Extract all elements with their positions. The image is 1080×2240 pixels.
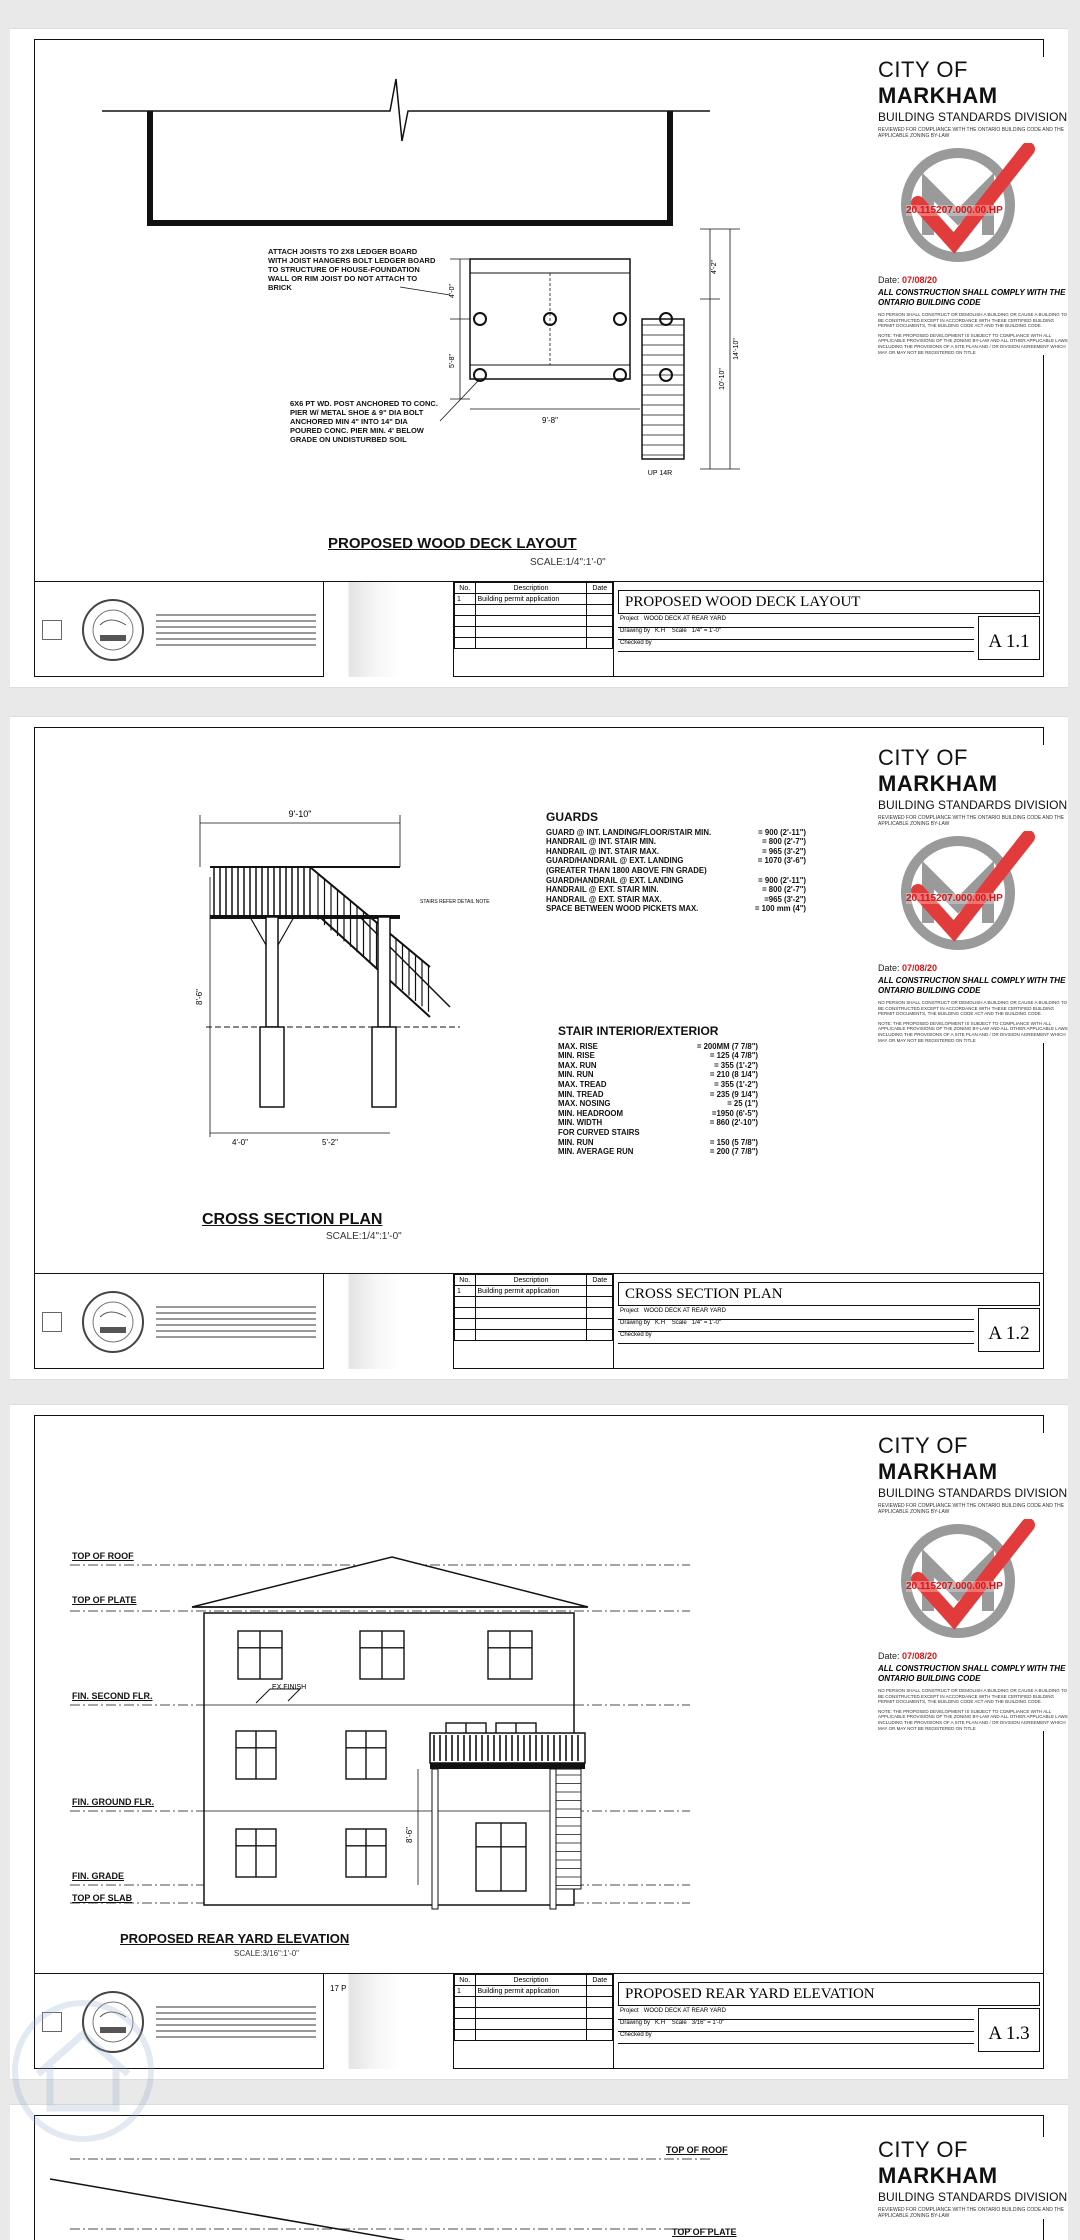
guard-spec-row [546, 866, 806, 876]
stair-spec-label: MAX. TREAD [558, 1079, 607, 1089]
guard-spec-row [546, 895, 806, 905]
guard-spec-value: = 900 (2'-11") [758, 827, 806, 837]
markham-approval-stamp [878, 745, 1068, 1043]
permit-number: 20.115207.000.00.HP [906, 1581, 1003, 1592]
rev-header-date: Date [587, 583, 613, 594]
markham-approval-stamp [878, 1433, 1068, 1731]
stamp-date: Date: 07/08/20 [878, 1651, 938, 1661]
guard-spec-value: = 965 (3'-2") [762, 846, 806, 856]
level-fin-grade: FIN. GRADE [72, 1871, 125, 1881]
guard-spec-row [546, 828, 806, 838]
blurred-area [324, 1274, 454, 1369]
permit-number: 20.115207.000.00.HP [906, 205, 1003, 216]
stamp-reviewed: REVIEWED FOR COMPLIANCE WITH THE ONTARIO BUILDING CODE AND THE APPLICABLE ZONING BY-LAW [878, 2207, 1065, 2219]
stair-spec-label: MAX. RISE [558, 1041, 598, 1051]
stamp-fine-print-2: NOTE: THE PROPOSED DEVELOPMENT IS SUBJECT TO COMPLIANCE WITH ALL APPLICABLE PROVISIONS OF THE ZONING BY-LAW AND ALL OTHER APPLICABLE LAWS INCLUDING THE PROVISIONS OF A SITE PLAN AND / OR DIVISION AGREEMENT WHICH MAY OR MAY NOT BE REGISTERED ON TITLE [878, 332, 1068, 355]
title-info [614, 1974, 1044, 2069]
engineer-seal-icon [82, 599, 144, 661]
level-top-of-roof: TOP OF ROOF [72, 1551, 134, 1561]
sheet-caption: CROSS SECTION PLAN [202, 1211, 383, 1228]
guard-spec-value: = 800 (2'-7") [762, 837, 806, 847]
markham-approval-stamp [878, 57, 1068, 355]
guard-spec-label: GUARD/HANDRAIL @ EXT. LANDING [546, 856, 684, 866]
markham-logo-icon [878, 143, 1068, 273]
stair-spec-value: = 200MM (7 7/8") [696, 1041, 758, 1051]
stamp-division: BUILDING STANDARDS DIVISION [878, 798, 1068, 812]
stamp-reviewed: REVIEWED FOR COMPLIANCE WITH THE ONTARIO BUILDING CODE AND THE APPLICABLE ZONING BY-LAW [878, 815, 1065, 827]
seal-area [34, 582, 324, 677]
stair-spec-row [558, 1109, 758, 1119]
project-info: Project WOOD DECK AT REAR YARD Drawing by K.H Scale 3/16" = 1'-0" Checked by [618, 2008, 974, 2044]
stairs-list [558, 1042, 758, 1157]
stair-spec-value: = 355 (1'-2") [714, 1079, 758, 1089]
home-watermark-icon [8, 1996, 158, 2146]
stair-spec-label: MIN. TREAD [558, 1089, 604, 1099]
dim-left: 4'-0" [232, 1138, 248, 1147]
seal-area [34, 1274, 324, 1369]
guard-spec-row [546, 876, 806, 886]
ledger-note: ATTACH JOISTS TO 2X8 LEDGER BOARD WITH JOIST HANGERS BOLT LEDGER BOARD TO STRUCTURE OF HOUSE-FOUNDATION WALL OR RIM JOIST DO NOT ATTACH TO BRICK [268, 247, 436, 292]
level-top-of-slab: TOP OF SLAB [72, 1893, 133, 1903]
guard-spec-label: HANDRAIL @ EXT. STAIR MIN. [546, 885, 659, 895]
stair-spec-row [558, 1128, 758, 1138]
drawing-title: PROPOSED REAR YARD ELEVATION [618, 1982, 1040, 2006]
guard-spec-label: GUARD/HANDRAIL @ EXT. LANDING [546, 875, 684, 885]
dim-top: 9'-10" [288, 809, 312, 819]
stair-spec-label: MIN. RISE [558, 1051, 595, 1061]
cross-section-drawing [10, 717, 570, 1157]
stair-spec-row [558, 1099, 758, 1109]
stair-spec-value: = 355 (1'-2") [714, 1060, 758, 1070]
stair-spec-label: FOR CURVED STAIRS [558, 1127, 640, 1137]
stamp-comply: ALL CONSTRUCTION SHALL COMPLY WITH THE ONTARIO BUILDING CODE [878, 288, 1066, 307]
drawing-title: CROSS SECTION PLAN [618, 1282, 1040, 1306]
stair-spec-value: =1950 (6'-5") [711, 1108, 758, 1118]
level-top-of-plate: TOP OF PLATE [672, 2227, 737, 2237]
guard-spec-label: SPACE BETWEEN WOOD PICKETS MAX. [546, 904, 699, 914]
level-top-of-plate: TOP OF PLATE [72, 1595, 137, 1605]
dim-stair: 10'-10" [719, 368, 726, 390]
stair-label: UP 14R [647, 470, 673, 477]
rev-date [587, 594, 613, 605]
markham-logo-icon [878, 1519, 1068, 1649]
title-block [34, 1973, 1044, 2069]
revision-table [454, 582, 614, 677]
guard-spec-value: =965 (3'-2") [764, 894, 806, 904]
blurred-area [324, 582, 454, 677]
guard-spec-label: (GREATER THAN 1800 ABOVE FIN GRADE) [546, 865, 707, 875]
stair-spec-value: = 25 (1") [727, 1099, 758, 1109]
stair-spec-label: MIN. RUN [558, 1070, 594, 1080]
guard-spec-row [546, 847, 806, 857]
stair-spec-value: = 125 (4 7/8") [709, 1051, 758, 1061]
dim-deck: 8'-6" [405, 1827, 414, 1843]
stair-spec-value: = 860 (2'-10") [709, 1118, 758, 1128]
guard-spec-label: HANDRAIL @ INT. STAIR MAX. [546, 846, 660, 856]
guard-spec-row [546, 904, 806, 914]
stamp-fine-print: NO PERSON SHALL CONSTRUCT OR DEMOLISH A BUILDING OR CAUSE A BUILDING TO BE CONSTRUCTED EXCEPT IN ACCORDANCE WITH THESE CERTIFIED BUILDING PERMIT DOCUMENTS, THE BUILDING CODE ACT AND THE BUILDING CODE. [878, 1000, 1068, 1017]
permit-number: 20.115207.000.00.HP [906, 893, 1003, 904]
stair-note: STAIRS REFER DETAIL NOTE [420, 899, 490, 905]
post-note: 6X6 PT WD. POST ANCHORED TO CONC. PIER W/ METAL SHOE & 9" DIA BOLT ANCHORED MIN 4" INTO 14" DIA POURED CONC. PIER MIN. 4' BELOW GRADE ON UNDISTURBED SOIL [290, 399, 438, 444]
stair-spec-value: = 150 (5 7/8") [709, 1137, 758, 1147]
stamp-fine-print-2: NOTE: THE PROPOSED DEVELOPMENT IS SUBJECT TO COMPLIANCE WITH ALL APPLICABLE PROVISIONS OF THE ZONING BY-LAW AND ALL OTHER APPLICABLE LAWS INCLUDING THE PROVISIONS OF A SITE PLAN AND / OR DIVISION AGREEMENT WHICH MAY OR MAY NOT BE REGISTERED ON TITLE [878, 1708, 1068, 1731]
stamp-fine-print-2: NOTE: THE PROPOSED DEVELOPMENT IS SUBJECT TO COMPLIANCE WITH ALL APPLICABLE PROVISIONS OF THE ZONING BY-LAW AND ALL OTHER APPLICABLE LAWS INCLUDING THE PROVISIONS OF A SITE PLAN AND / OR DIVISION AGREEMENT WHICH MAY OR MAY NOT BE REGISTERED ON TITLE [878, 1020, 1068, 1043]
drawing-sheet-a1-3 [10, 1404, 1068, 2080]
sheet-scale: SCALE:1/4":1'-0" [530, 557, 606, 568]
drawing-title: PROPOSED WOOD DECK LAYOUT [618, 590, 1040, 614]
stair-spec-row [558, 1070, 758, 1080]
stair-spec-value: = 235 (9 1/4") [709, 1089, 758, 1099]
markham-logo-icon [878, 831, 1068, 961]
rev-desc: Building permit application [475, 594, 587, 605]
markham-approval-stamp [878, 2137, 1068, 2219]
guards-spec [546, 810, 806, 914]
stair-spec-row [558, 1090, 758, 1100]
deck-layout-plan [10, 29, 870, 589]
guards-title: GUARDS [546, 810, 599, 824]
stair-spec-row [558, 1042, 758, 1052]
level-second-floor: FIN. SECOND FLR. [72, 1691, 153, 1701]
blurred-area: 17 P [324, 1974, 454, 2069]
drawing-sheet-a1-1 [10, 28, 1068, 688]
dim-depth-1: 4'-0" [449, 284, 456, 298]
title-block [34, 1273, 1044, 1369]
rev-no: 1 [455, 594, 476, 605]
stamp-division: BUILDING STANDARDS DIVISION [878, 2190, 1068, 2204]
guard-spec-row [546, 837, 806, 847]
seal-text-lines [156, 610, 316, 650]
stamp-fine-print: NO PERSON SHALL CONSTRUCT OR DEMOLISH A BUILDING OR CAUSE A BUILDING TO BE CONSTRUCTED EXCEPT IN ACCORDANCE WITH THESE CERTIFIED BUILDING PERMIT DOCUMENTS, THE BUILDING CODE ACT AND THE BUILDING CODE. [878, 312, 1068, 329]
ex-finish-label: EX.FINISH [272, 1684, 307, 1691]
sheet-number: A 1.1 [978, 616, 1040, 660]
title-block [34, 581, 1044, 677]
stair-spec [558, 1024, 758, 1157]
stair-spec-row [558, 1051, 758, 1061]
dim-right: 4'-2" [711, 260, 718, 274]
stair-spec-value: = 210 (8 1/4") [709, 1070, 758, 1080]
stair-spec-row [558, 1147, 758, 1157]
dim-width: 9'-8" [542, 416, 558, 425]
sheet-number: A 1.2 [978, 1308, 1040, 1352]
stair-spec-row [558, 1061, 758, 1071]
stamp-date: Date: 07/08/20 [878, 963, 938, 973]
stamp-city: CITY OF MARKHAM [878, 1433, 998, 1484]
guard-spec-label: HANDRAIL @ EXT. STAIR MAX. [546, 894, 662, 904]
stamp-city: CITY OF MARKHAM [878, 745, 998, 796]
guard-spec-value: = 800 (2'-7") [762, 885, 806, 895]
project-info: Project WOOD DECK AT REAR YARD Drawing by K.H Scale 1/4" = 1'-0" Checked by [618, 1308, 974, 1344]
title-info [614, 582, 1044, 677]
engineer-seal-icon [82, 1291, 144, 1353]
guard-spec-row [546, 885, 806, 895]
stair-spec-label: MAX. RUN [558, 1060, 597, 1070]
drawing-sheet-partial [10, 2104, 1068, 2240]
stamp-division: BUILDING STANDARDS DIVISION [878, 1486, 1068, 1500]
seal-text-lines [156, 2002, 316, 2042]
stair-spec-label: MIN. RUN [558, 1137, 594, 1147]
stair-spec-label: MAX. NOSING [558, 1099, 611, 1109]
stamp-comply: ALL CONSTRUCTION SHALL COMPLY WITH THE ONTARIO BUILDING CODE [878, 1664, 1066, 1683]
dim-depth-2: 5'-8" [449, 354, 456, 368]
stair-spec-label: MIN. WIDTH [558, 1118, 603, 1128]
title-info [614, 1274, 1044, 1369]
dim-right: 5'-2" [322, 1138, 338, 1147]
dim-stair-2: 14'-10" [733, 338, 740, 360]
guard-spec-value: = 900 (2'-11") [758, 875, 806, 885]
stamp-reviewed: REVIEWED FOR COMPLIANCE WITH THE ONTARIO BUILDING CODE AND THE APPLICABLE ZONING BY-LAW [878, 1503, 1065, 1515]
sheet-number: A 1.3 [978, 2008, 1040, 2052]
stair-spec-row [558, 1118, 758, 1128]
guard-spec-row [546, 856, 806, 866]
small-box [42, 1312, 62, 1332]
stamp-date: Date: 07/08/20 [878, 275, 938, 285]
level-ground-floor: FIN. GROUND FLR. [72, 1797, 154, 1807]
guard-spec-value: = 1070 (3'-6") [757, 856, 806, 866]
level-top-of-roof: TOP OF ROOF [666, 2145, 728, 2155]
stamp-division: BUILDING STANDARDS DIVISION [878, 110, 1068, 124]
sheet-scale: SCALE:3/16":1'-0" [234, 1949, 300, 1958]
stamp-city: CITY OF MARKHAM [878, 57, 998, 108]
stair-title: STAIR INTERIOR/EXTERIOR [558, 1024, 719, 1038]
revision-table: No. Description Date 1 Building permit application [454, 1274, 614, 1369]
stamp-reviewed: REVIEWED FOR COMPLIANCE WITH THE ONTARIO BUILDING CODE AND THE APPLICABLE ZONING BY-LAW [878, 127, 1065, 139]
stair-spec-label: MIN. HEADROOM [558, 1108, 623, 1118]
stair-spec-value: = 200 (7 7/8") [709, 1147, 758, 1157]
seal-text-lines [156, 1302, 316, 1342]
guard-spec-label: HANDRAIL @ INT. STAIR MIN. [546, 837, 656, 847]
guard-spec-label: GUARD @ INT. LANDING/FLOOR/STAIR MIN. [546, 827, 712, 837]
project-info: Project WOOD DECK AT REAR YARD Drawing by K.H Scale 1/4" = 1'-0" Checked by [618, 616, 974, 652]
guard-spec-value: = 100 mm (4") [754, 904, 806, 914]
rear-elevation-drawing [10, 1405, 710, 1965]
stamp-city: CITY OF MARKHAM [878, 2137, 998, 2188]
sheet-caption: PROPOSED WOOD DECK LAYOUT [328, 535, 577, 552]
revision-table: No. Description Date 1 Building permit application [454, 1974, 614, 2069]
rev-header-no: No. [455, 583, 476, 594]
stair-spec-row [558, 1138, 758, 1148]
stamp-comply: ALL CONSTRUCTION SHALL COMPLY WITH THE ONTARIO BUILDING CODE [878, 976, 1066, 995]
sheet-scale: SCALE:1/4":1'-0" [326, 1231, 402, 1242]
rev-header-desc: Description [475, 583, 587, 594]
stamp-fine-print: NO PERSON SHALL CONSTRUCT OR DEMOLISH A BUILDING OR CAUSE A BUILDING TO BE CONSTRUCTED EXCEPT IN ACCORDANCE WITH THESE CERTIFIED BUILDING PERMIT DOCUMENTS, THE BUILDING CODE ACT AND THE BUILDING CODE. [878, 1688, 1068, 1705]
dim-height: 8'-6" [195, 989, 204, 1005]
guards-list [546, 828, 806, 914]
sheet-caption: PROPOSED REAR YARD ELEVATION [120, 1931, 350, 1946]
drawing-sheet-a1-2 [10, 716, 1068, 1380]
small-box [42, 620, 62, 640]
stair-spec-label: MIN. AVERAGE RUN [558, 1147, 634, 1157]
stair-spec-row [558, 1080, 758, 1090]
